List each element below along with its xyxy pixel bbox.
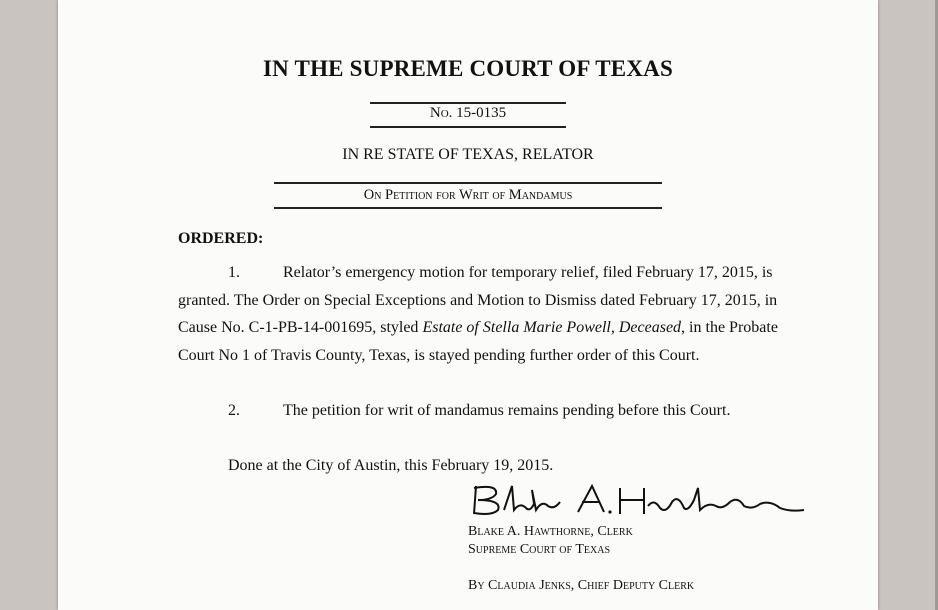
item-text: The petition for writ of mandamus remains pending before this Court.	[283, 402, 731, 419]
item-text-continued: , in the Probate Court No 1 of Travis County, Texas, is stayed pending further order of this Court.	[178, 319, 778, 364]
clerk-name: Blake A. Hawthorne, Clerk	[468, 524, 633, 539]
clerk-block	[468, 523, 633, 559]
item-number: 2.	[228, 402, 240, 419]
deputy-clerk: By Claudia Jenks, Chief Deputy Clerk	[468, 578, 695, 593]
order-item-1	[178, 259, 818, 369]
order-item-2	[178, 397, 818, 425]
clerk-signature	[468, 480, 808, 520]
done-line: Done at the City of Austin, this February 19, 2015.	[228, 457, 554, 474]
item-text: Relator’s emergency motion for temporary relief, filed February 17, 2015, is granted. The Order on Special Exceptions and Motion to Dismiss dated February 17, 2015, in Cause No. C-1-PB-14-001695, styled	[178, 264, 778, 336]
petition-top-rule	[274, 182, 662, 184]
petition-heading: On Petition for Writ of Mandamus	[363, 187, 573, 203]
ordered-heading: ORDERED:	[178, 230, 264, 247]
case-style: Estate of Stella Marie Powell, Deceased	[422, 319, 682, 336]
docket-number: No. 15-0135	[429, 105, 507, 121]
document-page	[58, 0, 878, 610]
court-title: IN THE SUPREME COURT OF TEXAS	[263, 56, 673, 81]
docket-bottom-rule	[370, 126, 566, 128]
docket-top-rule	[370, 102, 566, 104]
item-number: 1.	[228, 264, 240, 281]
clerk-court: Supreme Court of Texas	[468, 542, 611, 557]
case-caption: IN RE STATE OF TEXAS, RELATOR	[342, 146, 594, 163]
petition-bottom-rule	[274, 207, 662, 209]
